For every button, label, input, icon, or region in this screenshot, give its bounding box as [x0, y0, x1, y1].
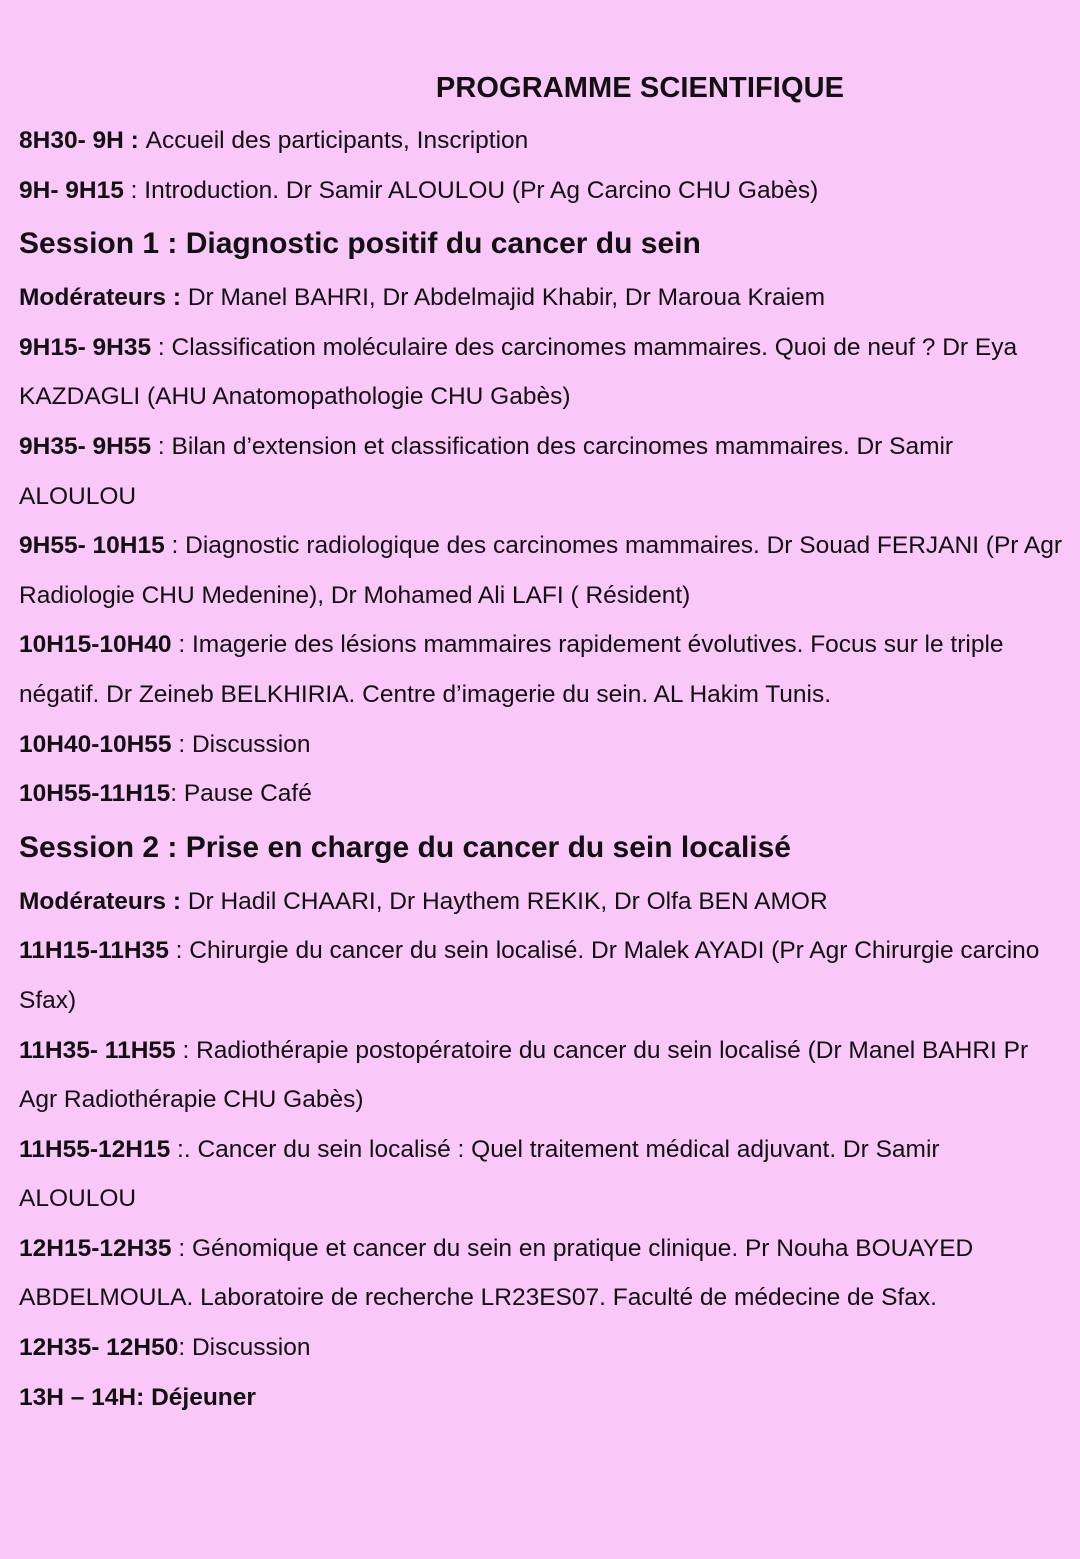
entry-time: 10H15-10H40: [19, 631, 172, 659]
schedule-entry-introduction: [19, 166, 1066, 216]
entry-text: Classification moléculaire des carcinomes mammaires. Quoi de neuf ? Dr Eya: [171, 333, 1018, 361]
schedule-entry: [19, 1224, 1066, 1274]
entry-text: Diagnostic radiologique des carcinomes mammaires. Dr Souad FERJANI (Pr Agr: [185, 532, 1063, 560]
entry-separator: :: [171, 631, 192, 659]
entry-text: Discussion: [191, 1334, 311, 1362]
schedule-entry: [19, 521, 1066, 571]
entry-separator: :: [168, 937, 190, 965]
entry-text: Bilan d’extension et classification des carcinomes mammaires. Dr Samir: [171, 432, 954, 460]
entry-separator: :: [170, 1135, 184, 1163]
entry-separator: :: [151, 333, 172, 361]
moderators-label: Modérateurs :: [19, 887, 182, 915]
schedule-entry-continued: négatif. Dr Zeineb BELKHIRIA. Centre d’imagerie du sein. AL Hakim Tunis.: [19, 680, 832, 708]
lunch-text: 13H – 14H: Déjeuner: [19, 1383, 256, 1411]
schedule-entry-coffee-break: [19, 769, 1066, 819]
session-1-moderators: [19, 273, 1066, 323]
entry-time: 9H35- 9H55: [19, 432, 152, 460]
entry-time: 11H15-11H35: [19, 937, 169, 965]
session-2-moderators: [19, 877, 1066, 927]
entry-separator: :: [164, 532, 186, 560]
entry-separator: :: [178, 1334, 192, 1362]
schedule-entry-continued: ALOULOU: [19, 482, 137, 510]
schedule-entry-continued: ALOULOU: [19, 1185, 137, 1213]
schedule-entry: [19, 323, 1066, 373]
moderators-names: Dr Hadil CHAARI, Dr Haythem REKIK, Dr Olfa BEN AMOR: [181, 887, 828, 915]
entry-text: Accueil des participants, Inscription: [145, 127, 529, 154]
schedule-entry-continued: Agr Radiothérapie CHU Gabès): [19, 1086, 364, 1114]
entry-separator: :: [123, 176, 145, 204]
page-title: PROGRAMME SCIENTIFIQUE: [435, 72, 845, 104]
entry-separator: :: [151, 432, 172, 460]
schedule-entry-continued: Radiologie CHU Medenine), Dr Mohamed Ali LAFI ( Résident): [19, 581, 691, 609]
entry-time: 11H35- 11H55: [19, 1036, 176, 1064]
schedule-entry-continued: KAZDAGLI (AHU Anatomopathologie CHU Gabès): [19, 383, 571, 411]
schedule-entry-continued: Sfax): [19, 986, 77, 1014]
session-1-heading: Session 1 : Diagnostic positif du cancer du sein: [19, 227, 701, 261]
schedule-entry: [19, 1125, 1066, 1175]
entry-text: Chirurgie du cancer du sein localisé. Dr Malek AYADI (Pr Agr Chirurgie carcino: [189, 937, 1040, 965]
entry-time: 9H55- 10H15: [19, 532, 165, 560]
entry-text: Radiothérapie postopératoire du cancer du sein localisé (Dr Manel BAHRI Pr: [196, 1036, 1029, 1064]
entry-text: Introduction. Dr Samir ALOULOU (Pr Ag Carcino CHU Gabès): [144, 176, 819, 204]
entry-time: 9H15- 9H35: [19, 333, 152, 361]
entry-text: . Cancer du sein localisé : Quel traitement médical adjuvant. Dr Samir: [183, 1135, 940, 1163]
entry-time: 12H35- 12H50: [19, 1334, 179, 1362]
entry-time: 9H- 9H15: [19, 176, 124, 204]
entry-separator: :: [170, 780, 184, 808]
schedule-entry: [19, 422, 1066, 472]
entry-separator: :: [171, 730, 192, 758]
entry-time: 10H40-10H55: [19, 730, 172, 758]
entry-text: Discussion: [191, 730, 311, 758]
moderators-names: Dr Manel BAHRI, Dr Abdelmajid Khabir, Dr Maroua Kraiem: [181, 284, 826, 312]
entry-time: 11H55-12H15: [19, 1135, 171, 1163]
entry-time: 8H30- 9H: [19, 127, 124, 154]
schedule-entry: [19, 926, 1066, 976]
entry-separator: :: [175, 1036, 197, 1064]
entry-separator: :: [171, 1234, 192, 1262]
entry-text: Pause Café: [183, 780, 312, 808]
schedule-entry: [19, 620, 1066, 670]
entry-text: Imagerie des lésions mammaires rapidement évolutives. Focus sur le triple: [191, 631, 1004, 659]
moderators-label: Modérateurs :: [19, 284, 182, 312]
entry-time: 10H55-11H15: [19, 780, 171, 808]
schedule-entry-discussion: [19, 720, 1066, 770]
schedule-entry-lunch: [19, 1373, 1066, 1423]
entry-separator: :: [123, 127, 146, 154]
session-2-heading: Session 2 : Prise en charge du cancer du sein localisé: [19, 830, 791, 864]
schedule-entry-welcome: [19, 116, 1066, 166]
schedule-entry-continued: ABDELMOULA. Laboratoire de recherche LR23ES07. Faculté de médecine de Sfax.: [19, 1284, 937, 1312]
schedule-entry-discussion: [19, 1323, 1066, 1373]
entry-time: 12H15-12H35: [19, 1234, 172, 1262]
schedule-entry: [19, 1026, 1066, 1076]
entry-text: Génomique et cancer du sein en pratique clinique. Pr Nouha BOUAYED: [191, 1234, 974, 1262]
